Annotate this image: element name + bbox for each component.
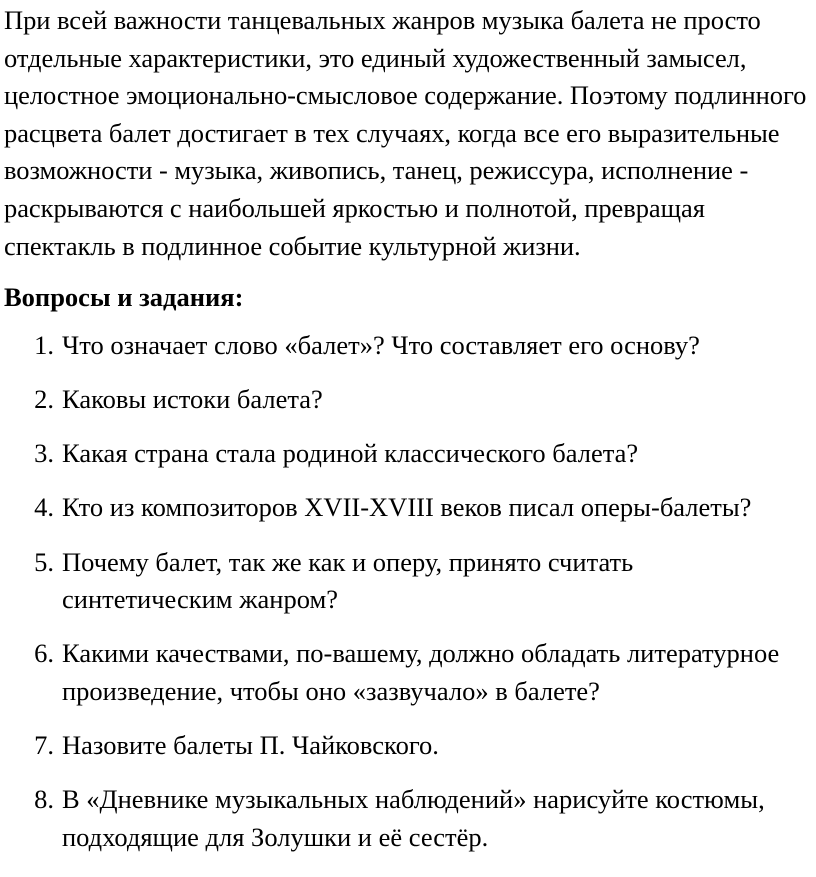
question-number: 5. xyxy=(34,546,54,577)
questions-heading: Вопросы и задания: xyxy=(4,282,244,313)
question-text: Какая страна стала родиной классического балета? xyxy=(62,438,639,469)
question-number: 7. xyxy=(34,729,54,760)
question-number: 1. xyxy=(34,330,54,361)
question-text: Каковы истоки балета? xyxy=(62,384,323,415)
question-number: 8. xyxy=(34,784,54,814)
intro-paragraph: При всей важности танцевальных жанров музыка балета не просто отдельные характеристики, это единый художественный замысел, целостное эмоционально-смысловое содержание. Поэтому подлинного расцвета балет достигает в тех случаях, когда все его выразительные возможности - музыка, живопись, танец, режиссура, исполнение - раскрываются с наибольшей яркостью и полнотой, превращая спектакль в подлинное событие культурной жизни. xyxy=(4,5,807,261)
question-item-8 xyxy=(4,781,810,856)
question-item-6 xyxy=(4,635,810,710)
question-number: 3. xyxy=(34,438,54,469)
question-number: 2. xyxy=(34,384,54,415)
question-text: Назовите балеты П. Чайковского. xyxy=(62,729,439,760)
question-item-2 xyxy=(4,381,810,419)
question-text: В «Дневнике музыкальных наблюдений» нарисуйте костюмы, подходящие для Золушки и её сестёр. xyxy=(62,784,765,852)
question-number: 4. xyxy=(34,492,54,523)
question-item-3 xyxy=(4,435,810,473)
question-text: Что означает слово «балет»? Что составляет его основу? xyxy=(62,330,700,361)
question-item-4 xyxy=(4,489,810,527)
question-item-1 xyxy=(4,327,810,365)
question-item-5 xyxy=(4,544,810,619)
question-text: Почему балет, так же как и оперу, принято считать синтетическим жанром? xyxy=(62,546,634,615)
question-text: Какими качествами, по-вашему, должно обладать литературное произведение, чтобы оно «зазвучало» в балете? xyxy=(62,638,780,706)
question-item-7 xyxy=(4,727,810,765)
question-text: Кто из композиторов XVII-XVIII веков писал оперы-балеты? xyxy=(62,492,752,523)
question-number: 6. xyxy=(34,638,54,669)
questions-list xyxy=(4,327,810,856)
